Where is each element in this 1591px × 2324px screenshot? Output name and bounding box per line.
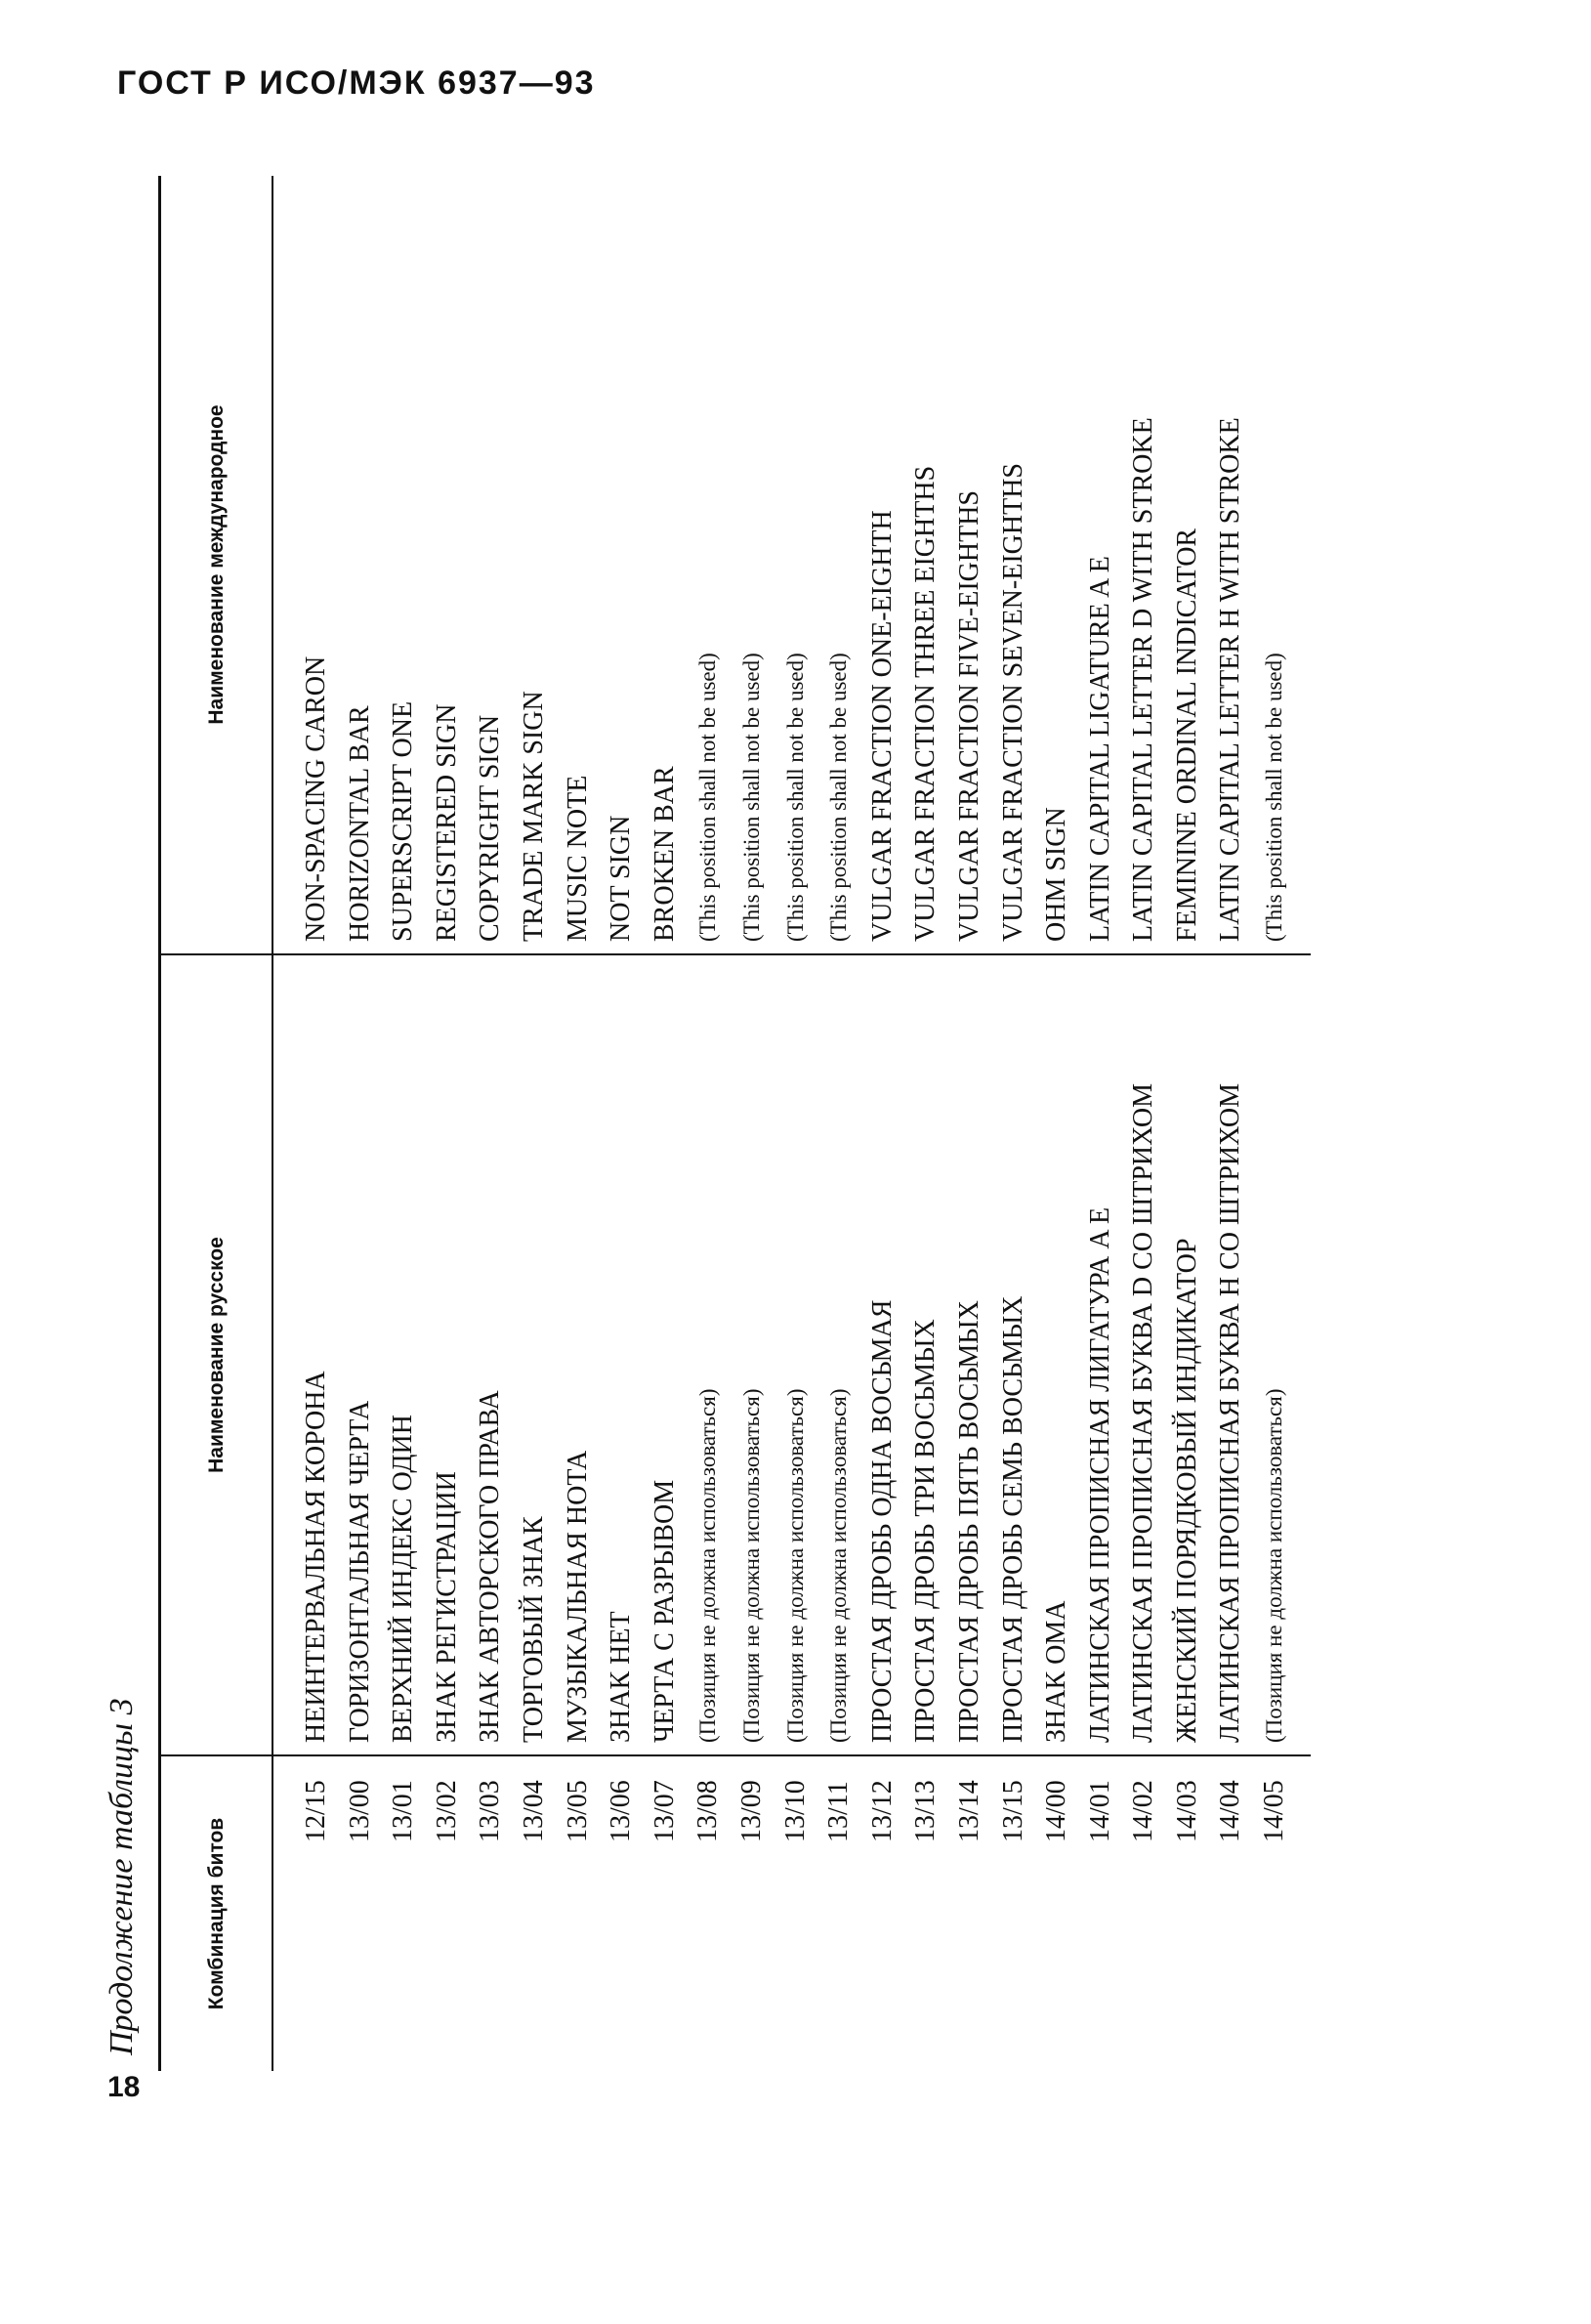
bit-combination-cell: 13/08 bbox=[692, 1780, 724, 1842]
bit-combination-cell: 13/11 bbox=[823, 1781, 855, 1842]
table-row bbox=[557, 176, 601, 2071]
russian-name-cell: ГОРИЗОНТАЛЬНАЯ ЧЕРТА bbox=[344, 1400, 375, 1743]
bit-combination-cell: 13/12 bbox=[866, 1780, 898, 1842]
russian-name-cell: ПРОСТАЯ ДРОБЬ ТРИ ВОСЬМЫХ bbox=[910, 1319, 942, 1743]
russian-name-cell: ВЕРХНИЙ ИНДЕКС ОДИН bbox=[388, 1415, 419, 1743]
column-header-bit-combination: Комбинация битов bbox=[205, 1817, 228, 2010]
international-name-cell: VULGAR FRACTION FIVE-EIGHTHS bbox=[953, 490, 984, 942]
table-row bbox=[1122, 176, 1166, 2071]
bit-combination-cell: 13/03 bbox=[475, 1780, 506, 1842]
international-name-cell: HORIZONTAL BAR bbox=[344, 705, 375, 942]
russian-name-cell: МУЗЫКАЛЬНАЯ НОТА bbox=[562, 1450, 593, 1743]
international-name-cell: NON-SPACING CARON bbox=[301, 655, 331, 942]
international-name-cell: VULGAR FRACTION SEVEN-EIGHTHS bbox=[997, 463, 1028, 942]
bit-combination-cell: 14/02 bbox=[1128, 1780, 1159, 1842]
bit-combination-cell: 13/06 bbox=[606, 1780, 637, 1842]
table-row bbox=[948, 176, 992, 2071]
international-name-cell: COPYRIGHT SIGN bbox=[475, 714, 506, 942]
table-row bbox=[687, 176, 731, 2071]
bit-combination-cell: 13/02 bbox=[431, 1780, 462, 1842]
international-name-cell: VULGAR FRACTION THREE EIGHTHS bbox=[910, 465, 942, 942]
bit-combination-cell: 13/05 bbox=[562, 1780, 593, 1842]
bit-combination-cell: 14/04 bbox=[1215, 1780, 1246, 1842]
table-row bbox=[1035, 176, 1079, 2071]
russian-name-cell: ЗНАК АВТОРСКОГО ПРАВА bbox=[475, 1390, 506, 1743]
document-header-title: ГОСТ Р ИСО/МЭК 6937—93 bbox=[117, 64, 596, 102]
table-row bbox=[513, 176, 557, 2071]
international-name-cell: FEMININE ORDINAL INDICATOR bbox=[1171, 528, 1202, 942]
bit-combination-cell: 14/05 bbox=[1259, 1780, 1290, 1842]
international-name-cell: LATIN CAPITAL LIGATURE A E bbox=[1084, 556, 1115, 942]
russian-name-cell: ЛАТИНСКАЯ ПРОПИСНАЯ БУКВА H СО ШТРИХОМ bbox=[1215, 1082, 1246, 1743]
russian-name-cell: ЧЕРТА С РАЗРЫВОМ bbox=[649, 1479, 680, 1743]
russian-name-cell: ПРОСТАЯ ДРОБЬ ПЯТЬ ВОСЬМЫХ bbox=[953, 1300, 984, 1743]
international-name-cell: LATIN CAPITAL LETTER D WITH STROKE bbox=[1128, 417, 1159, 942]
table-top-rule bbox=[158, 176, 161, 2071]
bit-combination-cell: 13/13 bbox=[910, 1780, 942, 1842]
international-name-cell: (This position shall not be used) bbox=[695, 653, 721, 942]
table-row bbox=[861, 176, 905, 2071]
russian-name-cell: (Позиция не должна использоваться) bbox=[1262, 1388, 1287, 1743]
russian-name-cell: ЖЕНСКИЙ ПОРЯДКОВЫЙ ИНДИКАТОР bbox=[1171, 1238, 1202, 1743]
character-table bbox=[158, 176, 1457, 2071]
international-name-cell: BROKEN BAR bbox=[649, 766, 680, 942]
table-header-rule bbox=[272, 176, 273, 2071]
international-name-cell: (This position shall not be used) bbox=[738, 653, 764, 942]
bit-combination-cell: 13/00 bbox=[344, 1780, 375, 1842]
table-row bbox=[1253, 176, 1297, 2071]
table-row bbox=[339, 176, 383, 2071]
international-name-cell: TRADE MARK SIGN bbox=[518, 691, 549, 942]
russian-name-cell: (Позиция не должна использоваться) bbox=[695, 1388, 721, 1743]
table-row bbox=[1209, 176, 1253, 2071]
bit-combination-cell: 13/15 bbox=[997, 1780, 1028, 1842]
russian-name-cell: ПРОСТАЯ ДРОБЬ ОДНА ВОСЬМАЯ bbox=[866, 1299, 898, 1743]
international-name-cell: VULGAR FRACTION ONE-EIGHTH bbox=[866, 510, 898, 942]
table-row bbox=[731, 176, 775, 2071]
table-row bbox=[1079, 176, 1123, 2071]
bit-combination-cell: 14/01 bbox=[1084, 1780, 1115, 1842]
table-row bbox=[469, 176, 513, 2071]
bit-combination-cell: 13/10 bbox=[779, 1780, 811, 1842]
table-row bbox=[904, 176, 948, 2071]
russian-name-cell: ЛАТИНСКАЯ ПРОПИСНАЯ ЛИГАТУРА A E bbox=[1084, 1206, 1115, 1743]
rotated-table-page bbox=[98, 176, 1485, 2071]
russian-name-cell: (Позиция не должна использоваться) bbox=[782, 1388, 808, 1743]
table-row bbox=[426, 176, 470, 2071]
table-row bbox=[817, 176, 861, 2071]
russian-name-cell: (Позиция не должна использоваться) bbox=[826, 1388, 852, 1743]
russian-name-cell: ТОРГОВЫЙ ЗНАК bbox=[518, 1516, 549, 1743]
table-row bbox=[600, 176, 644, 2071]
russian-name-cell: ЗНАК РЕГИСТРАЦИИ bbox=[431, 1471, 462, 1743]
international-name-cell: (This position shall not be used) bbox=[826, 653, 852, 942]
bit-combination-cell: 14/00 bbox=[1041, 1780, 1072, 1842]
international-name-cell: (This position shall not be used) bbox=[1262, 653, 1287, 942]
international-name-cell: MUSIC NOTE bbox=[562, 775, 593, 942]
bit-combination-cell: 13/07 bbox=[649, 1780, 680, 1842]
column-header-international-name: Наименование международное bbox=[205, 404, 228, 725]
international-name-cell: OHM SIGN bbox=[1041, 807, 1072, 942]
russian-name-cell: (Позиция не должна использоваться) bbox=[738, 1388, 764, 1743]
table-row bbox=[382, 176, 426, 2071]
bit-combination-cell: 13/09 bbox=[735, 1780, 767, 1842]
column-header-russian-name: Наименование русское bbox=[205, 1237, 228, 1473]
bit-combination-cell: 12/15 bbox=[301, 1780, 331, 1842]
international-name-cell: SUPERSCRIPT ONE bbox=[388, 700, 419, 942]
table-row bbox=[1166, 176, 1210, 2071]
bit-combination-cell: 13/14 bbox=[953, 1780, 984, 1842]
russian-name-cell: НЕИНТЕРВАЛЬНАЯ КОРОНА bbox=[301, 1371, 331, 1743]
international-name-cell: LATIN CAPITAL LETTER H WITH STROKE bbox=[1215, 417, 1246, 942]
bit-combination-cell: 13/04 bbox=[518, 1780, 549, 1842]
international-name-cell: (This position shall not be used) bbox=[782, 653, 808, 942]
bit-combination-cell: 14/03 bbox=[1171, 1780, 1202, 1842]
bit-combination-cell: 13/01 bbox=[388, 1780, 419, 1842]
table-row bbox=[295, 176, 339, 2071]
table-continuation-caption: Продолжение таблицы 3 bbox=[104, 1698, 140, 2055]
russian-name-cell: ПРОСТАЯ ДРОБЬ СЕМЬ ВОСЬМЫХ bbox=[997, 1295, 1028, 1743]
table-row bbox=[775, 176, 818, 2071]
page-number: 18 bbox=[107, 2071, 141, 2103]
table-body bbox=[295, 176, 1297, 2071]
table-row bbox=[992, 176, 1036, 2071]
russian-name-cell: ЗНАК ОМА bbox=[1041, 1600, 1072, 1743]
international-name-cell: REGISTERED SIGN bbox=[431, 703, 462, 942]
russian-name-cell: ЗНАК НЕТ bbox=[606, 1611, 637, 1743]
table-row bbox=[644, 176, 688, 2071]
international-name-cell: NOT SIGN bbox=[606, 815, 637, 942]
russian-name-cell: ЛАТИНСКАЯ ПРОПИСНАЯ БУКВА D СО ШТРИХОМ bbox=[1128, 1082, 1159, 1743]
